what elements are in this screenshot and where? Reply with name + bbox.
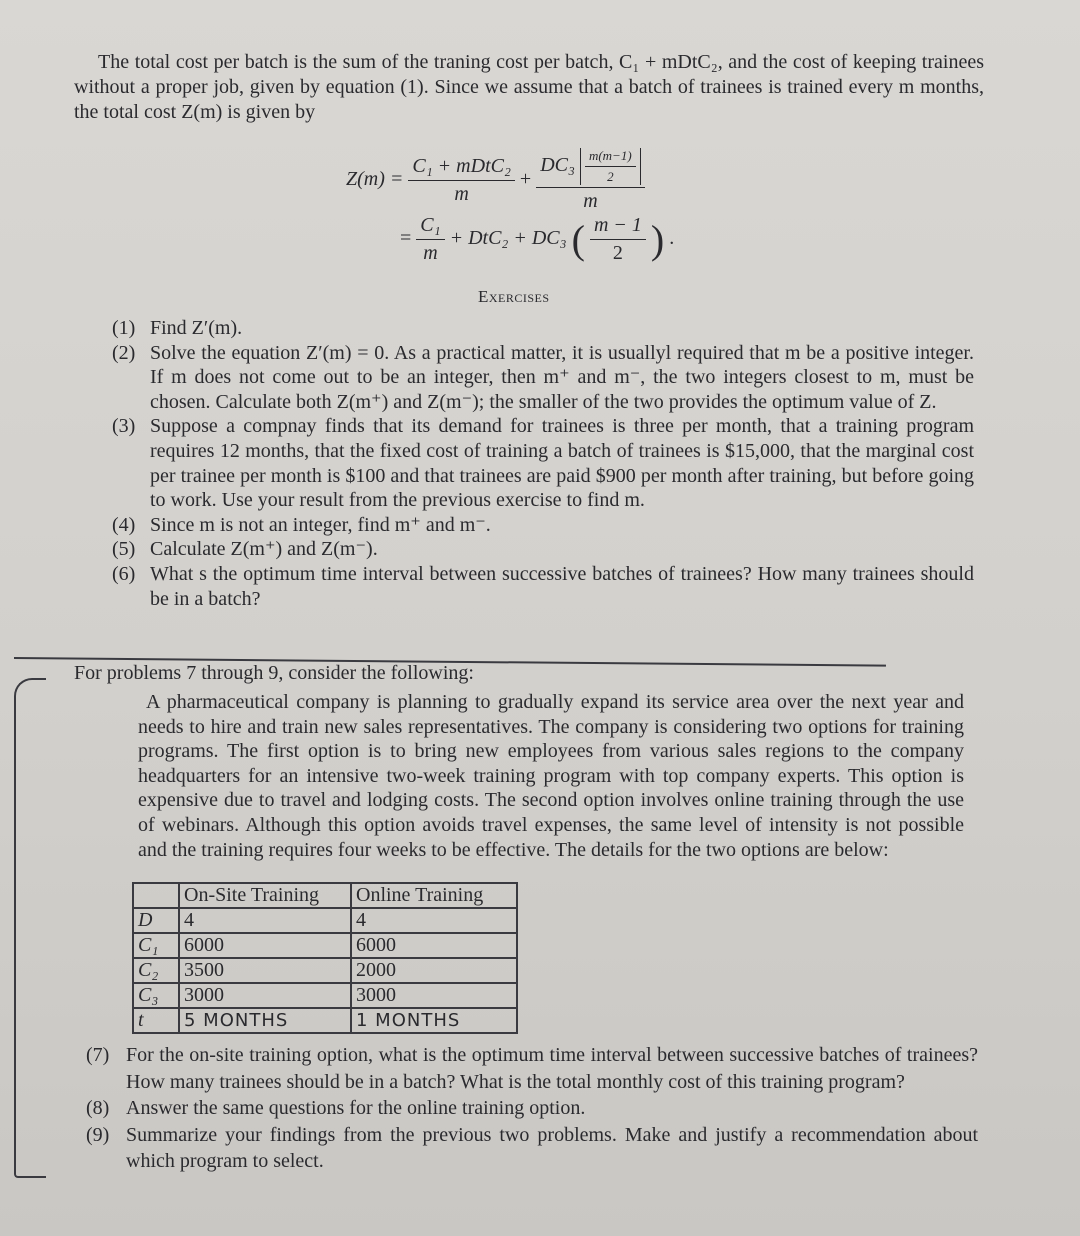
table-row: C₂ 3500 2000	[133, 958, 517, 983]
equation-line-1	[346, 148, 645, 213]
header-onsite: On-Site Training	[179, 883, 351, 908]
equation-line-2: = $\frac{\text{C₁}}{m}$ + DtC₂ + DC₃ ( $\frac{m - 1}{2}$ ) .	[400, 214, 675, 264]
table-row: t 5 MONTHS 1 MONTHS	[133, 1008, 517, 1033]
handwritten-value: 5 MONTHS	[179, 1008, 351, 1033]
exercise-item: (3) Suppose a compnay finds that its demand for trainees is three per month, that a training program requires 12 months, that the fixed cost of training a batch of trainees is $15,000, that the marginal cost per trainee per month is $100 and that trainees are paid $900 per month after training, but before going to work. Use your result from the previous exercise to find m.	[112, 415, 974, 512]
scenario-paragraph: A pharmaceutical company is planning to gradually expand its service area over the next year and needs to hire and train new sales representatives. The company is considering two options for training programs. The first option is to bring new employees from various sales regions to the company headquarters for an intensive two-week training program with top company experts. This option is expensive due to travel and lodging costs. The second option involves online training through the use of webinars. Although this option avoids travel expenses, the same level of intensity is not possible and the training requires four weeks to be effective. The details for the two options are below:	[138, 691, 964, 861]
equation-lhs: Z(m) =	[346, 168, 404, 191]
handwritten-value: 1 MONTHS	[351, 1008, 517, 1033]
equation-fraction-1: $\frac{\text{C₁ + mDtC₂}}{m}$	[408, 155, 515, 206]
hand-drawn-bracket	[14, 678, 46, 1178]
intro-paragraph: The total cost per batch is the sum of the traning cost per batch, C₁ + mDtC₂, and the cost of keeping trainees without a proper job, given by equation (1). Since we assume that a batch of trainees is trained every m months, the total cost Z(m) is given by	[74, 51, 984, 123]
equation-plus: +	[519, 168, 532, 191]
equation-fraction-4: $\frac{m - 1}{2}$	[590, 214, 646, 265]
problem-list	[86, 1042, 978, 1175]
equation-fraction-2: DC₃ $\frac{m(m-1)}{2}$ m	[536, 148, 644, 213]
exercise-item: (2) Solve the equation Z′(m) = 0. As a practical matter, it is usuallyl required that m be a positive integer. If m does not come out to be an integer, then m⁺ and m⁻, the two integers closest to m, must be chosen. Calculate both Z(m⁺) and Z(m⁻); the smaller of the two provides the optimum value of Z.	[112, 341, 974, 413]
problem-item: (7) For the on-site training option, what is the optimum time interval between successive batches of trainees? How many trainees should be in a batch? What is the total monthly cost of this training program?	[86, 1044, 978, 1093]
header-online: Online Training	[351, 883, 517, 908]
table-header-row	[133, 883, 517, 908]
exercises-heading: Exercises	[478, 287, 550, 306]
table-row: D 4 4	[133, 908, 517, 933]
exercise-item: (5) Calculate Z(m⁺) and Z(m⁻).	[112, 538, 378, 561]
equation-fraction-3: $\frac{\text{C₁}}{m}$	[416, 214, 444, 265]
problem-item: (8) Answer the same questions for the online training option.	[86, 1097, 586, 1119]
exercise-item: (4) Since m is not an integer, find m⁺ and m⁻.	[112, 513, 491, 536]
exercise-item: (6) What s the optimum time interval between successive batches of trainees? How many trainees should be in a batch?	[112, 562, 974, 610]
exercise-list	[112, 316, 974, 611]
table-row: C₃ 3000 3000	[133, 983, 517, 1008]
table-row: C₁ 6000 6000	[133, 933, 517, 958]
training-options-table	[132, 882, 518, 1034]
problems-intro: For problems 7 through 9, consider the following:	[74, 662, 474, 684]
exercise-item: (1) Find Z′(m).	[112, 317, 243, 339]
equation-bracket: $\frac{m(m-1)}{2}$	[580, 148, 641, 185]
problem-item: (9) Summarize your findings from the previous two problems. Make and justify a recommendation about which program to select.	[86, 1123, 978, 1172]
